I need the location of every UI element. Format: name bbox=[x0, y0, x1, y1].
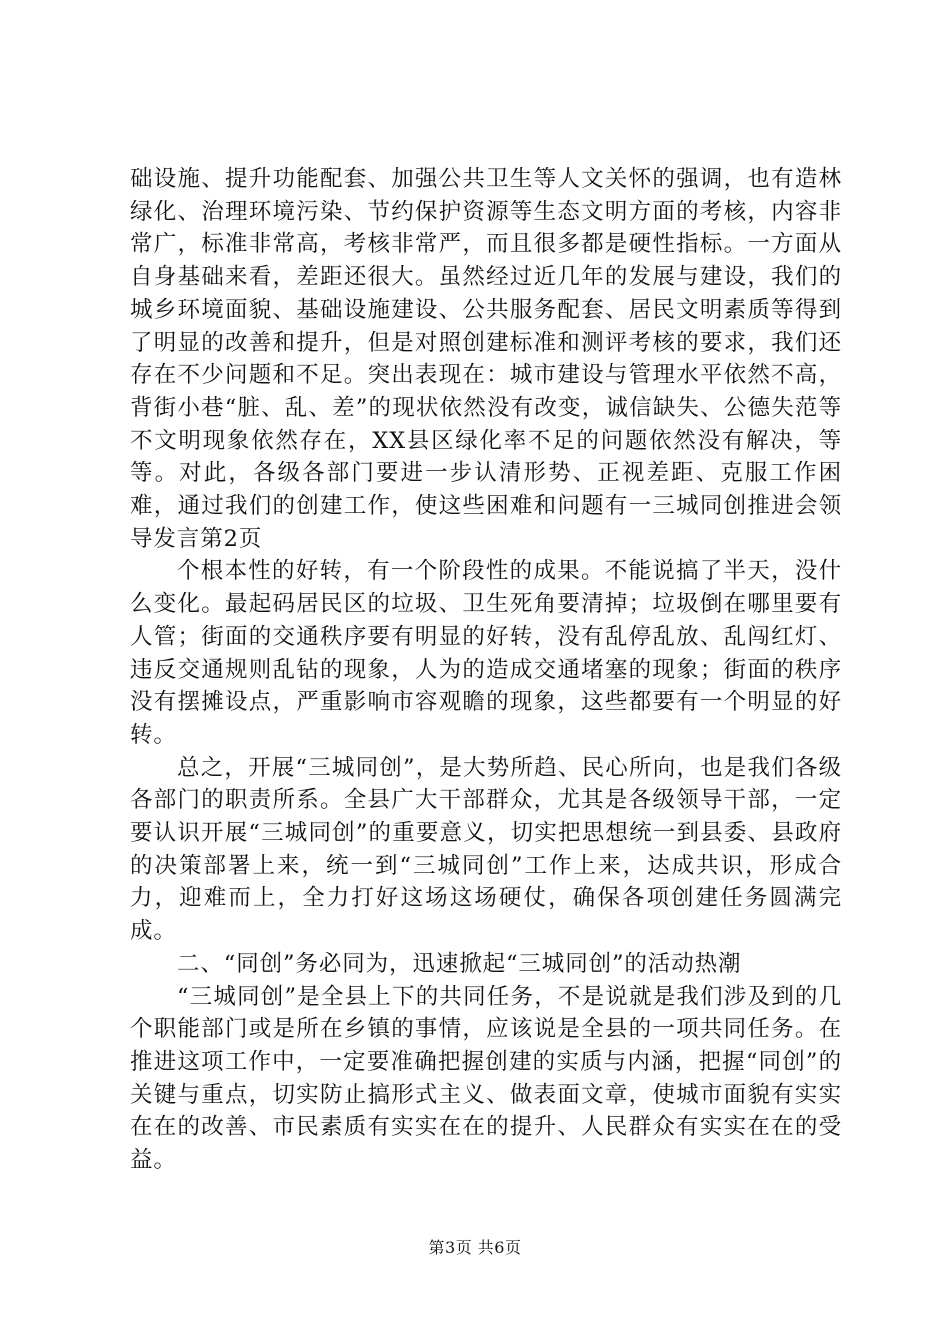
paragraph-summary: 总之，开展“三城同创”，是大势所趋、民心所向，也是我们各级各部门的职责所系。全县广大干部群众，尤其是各级领导干部，一定要认识开展“三城同创”的重要意义，切实把思想统一到县委、县政府的决策部署上来，统一到“三城同创”工作上来，达成共识，形成合力，迎难而上，全力打好这场这场硬仗，确保各项创建任务圆满完成。 bbox=[130, 754, 842, 945]
paragraph-improvement: 个根本性的好转，有一个阶段性的成果。不能说搞了半天，没什么变化。最起码居民区的垃圾、卫生死角要清掉；垃圾倒在哪里要有人管；街面的交通秩序要有明显的好转，没有乱停乱放、乱闯红灯、违反交通规则乱钻的现象，人为的造成交通堵塞的现象；街面的秩序没有摆摊设点，严重影响市容观瞻的现象，这些都要有一个明显的好转。 bbox=[130, 558, 842, 748]
document-body bbox=[130, 163, 842, 1177]
page-number-footer: 第3页 共6页 bbox=[428, 1238, 522, 1257]
section-heading: 二、“同创”务必同为，迅速掀起“三城同创”的活动热潮 bbox=[177, 950, 742, 977]
paragraph-common-task: “三城同创”是全县上下的共同任务，不是说就是我们涉及到的几个职能部门或是所在乡镇的事情，应该说是全县的一项共同任务。在推进这项工作中，一定要准确把握创建的实质与内涵，把握“同创”的关键与重点，切实防止搞形式主义、做表面文章，使城市面貌有实实在在的改善、市民素质有实实在在的提升、人民群众有实实在在的受益。 bbox=[130, 983, 842, 1174]
paragraph-continuation: 础设施、提升功能配套、加强公共卫生等人文关怀的强调，也有造林绿化、治理环境污染、节约保护资源等生态文明方面的考核，内容非常广，标准非常高，考核非常严，而且很多都是硬性指标。一方面从自身基础来看，差距还很大。虽然经过近几年的发展与建设，我们的城乡环境面貌、基础设施建设、公共服务配套、居民文明素质等得到了明显的改善和提升，但是对照创建标准和测评考核的要求，我们还存在不少问题和不足。突出表现在：城市建设与管理水平依然不高，背街小巷“脏、乱、差”的现状依然没有改变，诚信缺失、公德失范等不文明现象依然存在，XX县区绿化率不足的问题依然没有解决，等等。对此，各级各部门要进一步认清形势、正视差距、克服工作困难，通过我们的创建工作，使这些困难和问题有一三城同创推进会领导发言第2页 bbox=[130, 166, 842, 552]
